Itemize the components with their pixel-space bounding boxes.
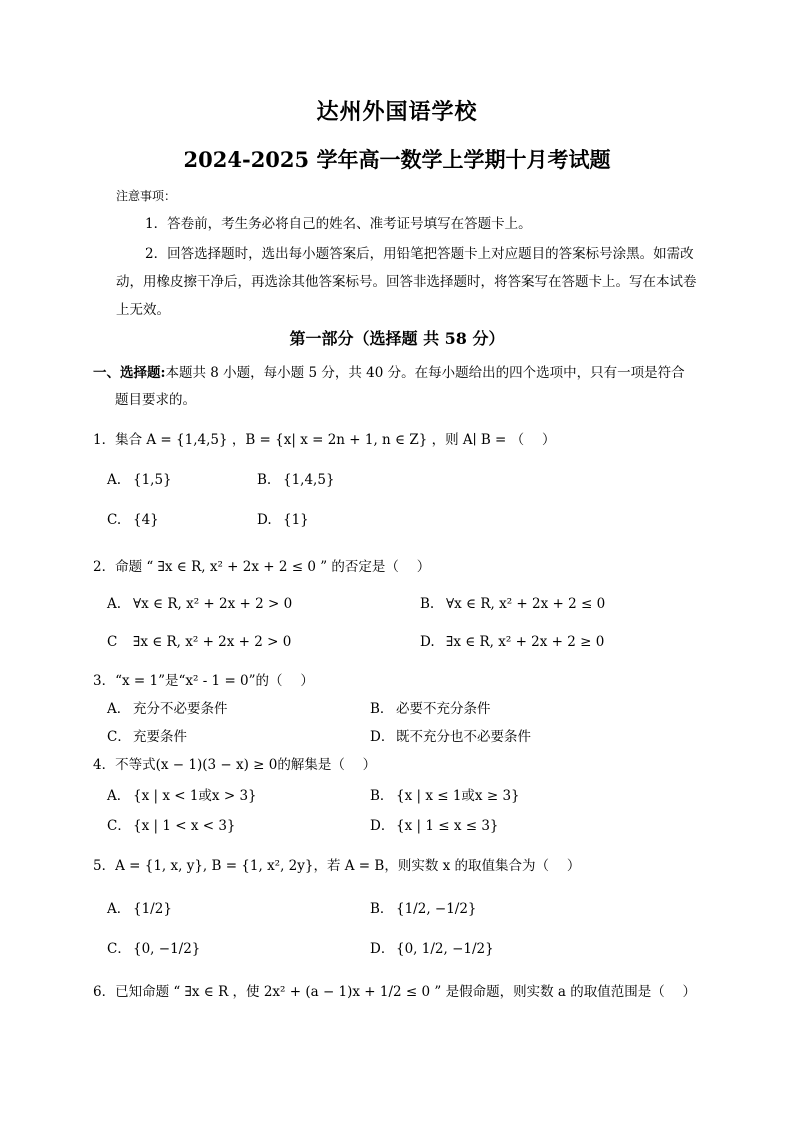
option-text: 必要不充分条件 [396,701,491,717]
section-text-2: 题目要求的。 [115,392,196,408]
section-text-1: 本题共 8 小题，每小题 5 分，共 40 分。在每小题给出的四个选项中，只有一项是符合 [165,365,685,381]
option-text: {0, 1/2, −1/2} [396,941,494,957]
option-text: ∀x ∈ R, x² + 2x + 2 > 0 [133,596,293,612]
question-4-stem: 4．不等式(x − 1)(3 − x) ≥ 0的解集是（ ） [93,757,377,773]
option-text: {1/2} [133,901,172,917]
question-1-option-c [107,512,159,528]
question-2-stem: 2．命题 “ ∃x ∈ R, x² + 2x + 2 ≤ 0 ” 的否定是（ ） [93,559,431,575]
question-1-option-b [257,472,335,488]
option-label: C． [107,818,131,834]
option-label: B. [420,596,435,612]
option-text: 既不充分也不必要条件 [396,729,531,745]
option-text: {x | x < 1或x > 3} [133,788,257,804]
school-name: 达州外国语学校 [316,99,478,125]
option-label: A． [107,901,131,917]
option-label: A． [107,701,131,717]
notice-item-2: 2．回答选择题时，选出每小题答案后，用铅笔把答题卡上对应题目的答案标号涂黑。如需改动，用橡皮擦干净后，再选涂其他答案标号。回答非选择题时，将答案写在答题卡上。写在本试卷上无效。 [116,246,697,318]
section-instructions [93,360,713,414]
option-text: {1,5} [133,472,172,488]
option-text: {x | 1 ≤ x ≤ 3} [396,818,499,834]
option-label: A. [107,472,122,488]
question-3-option-b [370,697,491,717]
option-label: A. [107,596,122,612]
option-label: B． [370,701,394,717]
question-5-option-d [370,937,494,957]
option-label: D． [370,729,395,745]
option-label: D. [420,634,435,650]
option-label: C． [107,941,131,957]
option-label: C. [107,512,122,528]
question-4-option-a [107,784,257,804]
question-5-option-c [107,937,200,957]
option-label: B． [370,901,394,917]
option-label: A． [107,788,131,804]
question-4-option-c [107,814,236,834]
question-5-option-b [370,897,477,917]
question-2-option-c [107,634,291,650]
option-text: {0, −1/2} [133,941,201,957]
option-text: {1/2, −1/2} [396,901,477,917]
option-text: {1,4,5} [283,472,335,488]
option-label: D． [370,818,395,834]
question-2-option-d [420,634,604,650]
exam-title: 2024-2025 学年高一数学上学期十月考试题 [183,147,611,172]
part-title: 第一部分（选择题 共 58 分） [289,329,505,348]
question-1-option-d [257,512,309,528]
option-text: {1} [283,512,309,528]
question-3-option-c [107,725,187,745]
question-2-option-b [420,596,605,612]
question-3-stem: 3．“x = 1”是“x² - 1 = 0”的（ ） [93,673,314,689]
option-text: {x | x ≤ 1或x ≥ 3} [396,788,520,804]
option-label: B． [370,788,394,804]
question-2-option-a [107,596,292,612]
option-text: ∀x ∈ R, x² + 2x + 2 ≤ 0 [446,596,606,612]
option-label: D. [257,512,272,528]
question-6-stem: 6．已知命题 “ ∃x ∈ R ，使 2x² + (a − 1)x + 1/2 ≤ 0 ” 是假命题，则实数 a 的取值范围是（ ） [93,984,697,1000]
question-5-option-a [107,897,172,917]
option-text: {x | 1 < x < 3} [133,818,236,834]
question-3-option-a [107,697,228,717]
option-text: ∃x ∈ R, x² + 2x + 2 > 0 [133,634,292,650]
question-4-option-b [370,784,520,804]
question-4-option-d [370,814,499,834]
option-label: B. [257,472,272,488]
option-label: C． [107,729,131,745]
notice-item-1: 1．答卷前，考生务必将自己的姓名、准考证号填写在答题卡上。 [145,216,532,232]
option-text: 充要条件 [133,729,187,745]
question-1-stem: 1．集合 A = {1,4,5} ，B = {x| x = 2n + 1, n ∈ Z} ，则 A∣ B = （ ） [93,432,556,448]
question-5-stem: 5．A = {1, x, y}, B = {1, x², 2y}，若 A = B，则实数 x 的取值集合为（ ） [93,858,581,874]
notice-heading: 注意事项： [116,189,177,203]
option-text: 充分不必要条件 [133,701,228,717]
question-1-option-a [107,472,172,488]
option-text: ∃x ∈ R, x² + 2x + 2 ≥ 0 [446,634,605,650]
option-text: {4} [133,512,159,528]
question-3-option-d [370,725,531,745]
option-label: D． [370,941,395,957]
section-label: 一、选择题: [93,365,166,381]
option-label: C [107,634,118,650]
